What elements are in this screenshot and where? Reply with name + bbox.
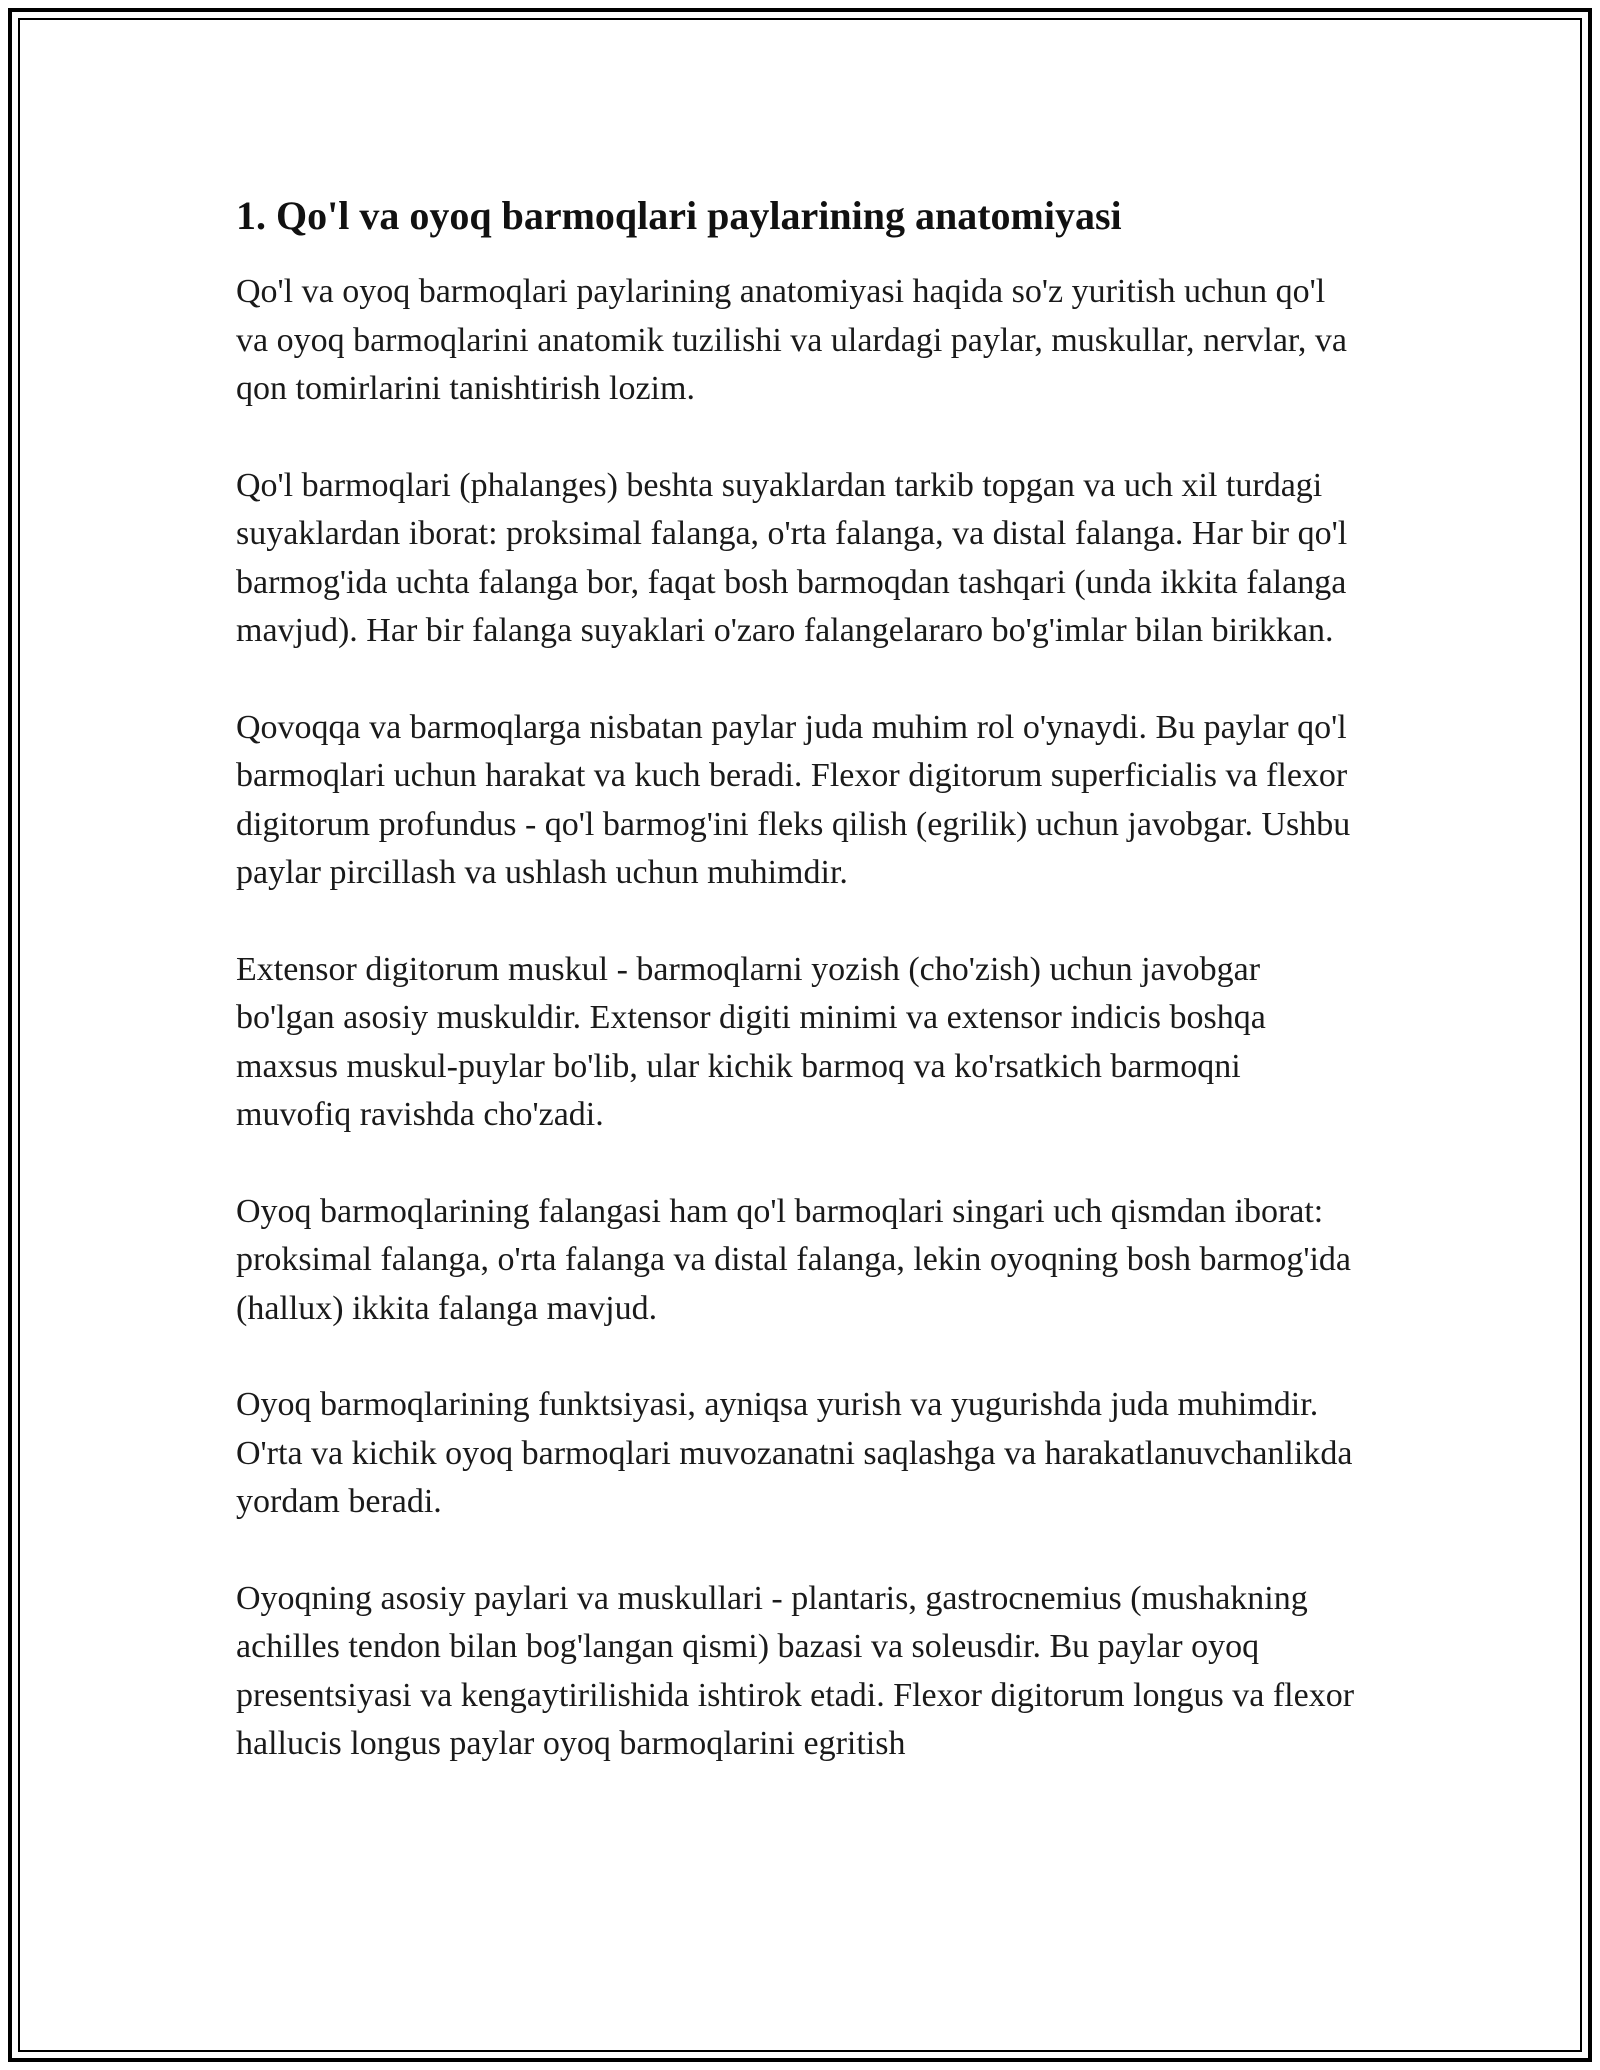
section-title: 1. Qo'l va oyoq barmoqlari paylarining anatomiyasi xyxy=(236,193,1122,238)
document-body xyxy=(236,190,1364,1817)
paragraph-toe-function: Oyoq barmoqlarining funktsiyasi, ayniqsa yurish va yugurishda juda muhimdir. O'rta va kichik oyoq barmoqlari muvozanatni saqlashga va harakatlanuvchanlikda yordam beradi. xyxy=(236,1386,1353,1520)
paragraph-foot-muscles: Oyoqning asosiy paylari va muskullari - plantaris, gastrocnemius (mushakning achilles tendon bilan bog'langan qismi) bazasi va soleusdir. Bu paylar oyoq presentsiyasi va kengaytirilishida ishtirok etadi. Flexor digitorum longus va flexor hallucis longus paylar oyoq barmoqlarini egritish xyxy=(236,1579,1355,1762)
paragraph-toe-phalanges: Oyoq barmoqlarining falangasi ham qo'l barmoqlari singari uch qismdan iborat: proksimal falanga, o'rta falanga va distal falanga, lekin oyoqning bosh barmog'ida (hallux) ikkita falanga mavjud. xyxy=(236,1192,1352,1327)
paragraph-flexor-tendons: Qovoqqa va barmoqlarga nisbatan paylar juda muhim rol o'ynaydi. Bu paylar qo'l barmoqlari uchun harakat va kuch beradi. Flexor digitorum superficialis va flexor digitorum profundus - qo'l barmog'ini fleks qilish (egrilik) uchun javobgar. Ushbu paylar pircillash va ushlash uchun muhimdir. xyxy=(236,708,1351,891)
paragraph-hand-phalanges: Qo'l barmoqlari (phalanges) beshta suyaklardan tarkib topgan va uch xil turdagi suyaklardan iborat: proksimal falanga, o'rta falanga, va distal falanga. Har bir qo'l barmog'ida uchta falanga bor, faqat bosh barmoqdan tashqari (unda ikkita falanga mavjud). Har bir falanga suyaklari o'zaro falangelararo bo'g'imlar bilan birikkan. xyxy=(236,466,1348,649)
paragraph-intro: Qo'l va oyoq barmoqlari paylarining anatomiyasi haqida so'z yuritish uchun qo'l va oyoq barmoqlarini anatomik tuzilishi va ulardagi paylar, muskullar, nervlar, va qon tomirlarini tanishtirish lozim. xyxy=(236,273,1347,407)
paragraph-extensor-muscles: Extensor digitorum muskul - barmoqlarni yozish (cho'zish) uchun javobgar bo'lgan asosiy muskuldir. Extensor digiti minimi va extensor indicis boshqa maxsus muskul-puylar bo'lib, ular kichik barmoq va ko'rsatkich barmoqni muvofiq ravishda cho'zadi. xyxy=(236,950,1266,1133)
